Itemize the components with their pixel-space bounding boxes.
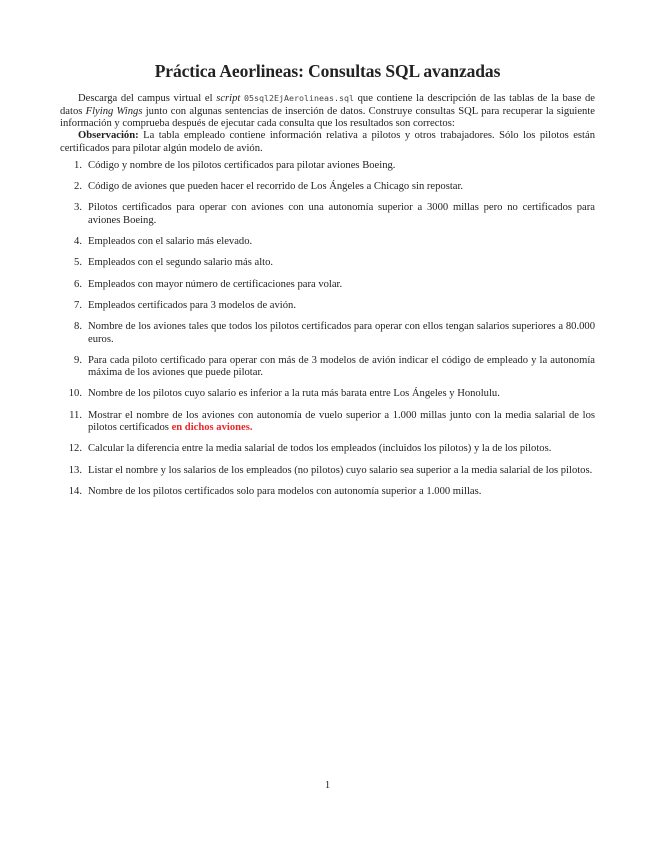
page-number: 1: [324, 780, 331, 791]
task-number: 4.: [74, 236, 82, 248]
task-text: Empleados con el segundo salario más alto.: [88, 257, 274, 269]
task-item: [60, 160, 595, 173]
intro-part2: que contiene la descripción de las tablas de la base de datos: [60, 93, 596, 117]
task-text: Empleados con mayor número de certificaciones para volar.: [88, 278, 343, 290]
task-text: Nombre de los pilotos cuyo salario es inferior a la ruta más barata entre Los Ángeles y Honolulu.: [88, 388, 500, 400]
task-item: [60, 388, 595, 401]
task-number: 10.: [68, 388, 82, 400]
task-item: [60, 486, 595, 499]
task-item: [60, 300, 595, 313]
task-number: 8.: [74, 320, 82, 332]
script-word: script: [216, 93, 241, 104]
task-number: 6.: [74, 278, 82, 290]
database-name: Flying Wings: [85, 105, 143, 117]
task-number: 1.: [74, 160, 82, 171]
task-text: Código de aviones que pueden hacer el recorrido de Los Ángeles a Chicago sin repostar.: [88, 181, 464, 193]
task-highlight: en dichos aviones.: [171, 422, 253, 434]
task-number: 2.: [74, 181, 82, 193]
task-text: Nombre de los pilotos certificados solo para modelos con autonomía superior a 1.000 millas.: [88, 485, 482, 497]
task-text: Calcular la diferencia entre la media salarial de todos los empleados (incluidos los pilotos) y la de los pilotos.: [88, 443, 552, 455]
task-number: 7.: [74, 299, 82, 311]
task-number: 14.: [68, 485, 82, 497]
task-item: [60, 410, 595, 435]
task-text: Código y nombre de los pilotos certificados para pilotar aviones Boeing.: [88, 160, 396, 171]
task-number: 9.: [74, 354, 82, 366]
task-item: [60, 321, 595, 346]
task-text: Empleados certificados para 3 modelos de avión.: [88, 299, 296, 311]
task-item: [60, 181, 595, 194]
task-text: Para cada piloto certificado para operar con más de 3 modelos de avión indicar el código de empleado y la autonomía máxima de los aviones que puede pilotar.: [88, 354, 595, 379]
sql-filename: 05sql2EjAerolineas.sql: [244, 93, 354, 103]
task-item: [60, 236, 595, 249]
task-item: [60, 355, 595, 380]
page-title: Práctica Aeorlineas: Consultas SQL avanzadas: [154, 61, 501, 81]
observation-text: La tabla empleado contiene información relativa a pilotos y otros trabajadores. Sólo los pilotos están certificados para pilotar algún modelo de avión.: [60, 130, 595, 154]
intro-paragraph: [60, 92, 595, 131]
task-text: Empleados con el salario más elevado.: [88, 236, 253, 248]
task-item: [60, 279, 595, 292]
intro-part1: Descarga del campus virtual el: [78, 93, 217, 104]
task-item: [60, 202, 595, 227]
task-number: 11.: [69, 409, 82, 421]
task-text: Nombre de los aviones tales que todos los pilotos certificados para operar con ellos tengan salarios superiores a 80.000 euros.: [88, 320, 595, 345]
intro-part3: junto con algunas sentencias de inserción de datos. Construye consultas SQL para recuperar la siguiente información y comprueba después de ejecutar cada consulta que los resultados son correctos:: [60, 105, 595, 130]
task-item: [60, 443, 595, 456]
task-item: [60, 257, 595, 270]
observation-paragraph: [60, 130, 595, 155]
task-text: Pilotos certificados para operar con aviones con una autonomía superior a 3000 millas pero no certificados para aviones Boeing.: [88, 202, 595, 226]
task-number: 5.: [74, 257, 82, 269]
task-text: Listar el nombre y los salarios de los empleados (no pilotos) cuyo salario sea superior a la media salarial de los pilotos.: [88, 464, 593, 476]
task-text: Mostrar el nombre de los aviones con autonomía de vuelo superior a 1.000 millas junto con la media salarial de los pilotos certificados: [88, 409, 595, 434]
task-item: [60, 465, 595, 478]
task-list: [60, 160, 595, 507]
task-number: 3.: [74, 202, 82, 214]
task-number: 12.: [68, 443, 82, 455]
task-number: 13.: [68, 464, 82, 476]
observation-label: Observación:: [78, 130, 139, 141]
